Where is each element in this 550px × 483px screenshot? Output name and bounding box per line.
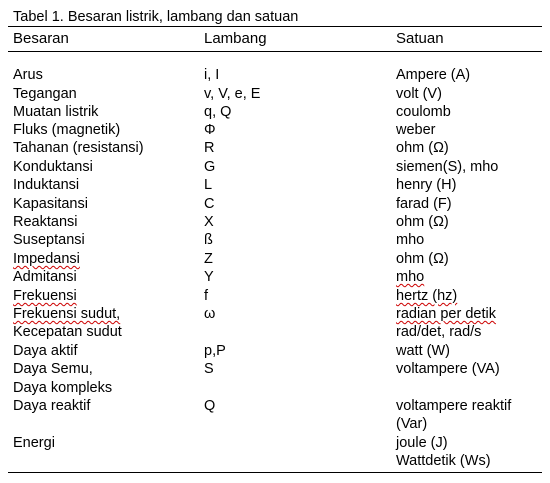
table-row	[0, 287, 550, 306]
cell-satuan: siemen(S), mho	[396, 159, 499, 175]
header-rule	[8, 51, 542, 52]
cell-satuan: Wattdetik (Ws)	[396, 453, 491, 469]
cell-besaran: Kapasitansi	[13, 196, 88, 212]
cell-satuan: coulomb	[396, 104, 451, 120]
cell-lambang: i, I	[204, 67, 220, 83]
cell-besaran: Tegangan	[13, 86, 77, 102]
table-row	[0, 103, 550, 122]
cell-lambang: Φ	[204, 122, 216, 138]
table-row	[0, 85, 550, 104]
cell-lambang: L	[204, 177, 213, 193]
table-row	[0, 452, 550, 471]
table-row	[0, 176, 550, 195]
cell-lambang: v, V, e, E	[204, 86, 261, 102]
cell-lambang: ß	[204, 232, 213, 248]
cell-satuan: mho	[396, 232, 425, 248]
cell-satuan: Ampere (A)	[396, 67, 471, 83]
cell-besaran: Muatan listrik	[13, 104, 99, 120]
cell-satuan: watt (W)	[396, 343, 450, 359]
cell-lambang: X	[204, 214, 214, 230]
cell-lambang: Q	[204, 398, 216, 414]
cell-lambang: p,P	[204, 343, 226, 359]
cell-lambang: Z	[204, 251, 213, 267]
cell-besaran: Tahanan (resistansi)	[13, 140, 144, 156]
table-row	[0, 139, 550, 158]
cell-satuan: hertz (hz)	[396, 288, 458, 304]
cell-besaran: Admitansi	[13, 269, 77, 285]
table-row	[0, 213, 550, 232]
cell-besaran: Suseptansi	[13, 232, 85, 248]
table-row	[0, 250, 550, 269]
table-row	[0, 397, 550, 416]
cell-satuan: volt (V)	[396, 86, 442, 102]
cell-satuan: farad (F)	[396, 196, 452, 212]
cell-lambang: f	[204, 288, 209, 304]
table-row	[0, 158, 550, 177]
cell-besaran: Impedansi	[13, 251, 80, 267]
cell-satuan: weber	[396, 122, 436, 138]
table-row	[0, 195, 550, 214]
cell-besaran: Daya Semu,	[13, 361, 93, 377]
cell-besaran: Frekuensi	[13, 288, 77, 304]
cell-satuan: voltampere reaktif	[396, 398, 512, 414]
table-row	[0, 434, 550, 453]
table-row	[0, 415, 550, 434]
table-row	[0, 323, 550, 342]
cell-lambang: C	[204, 196, 215, 212]
header-satuan: Satuan	[396, 30, 444, 47]
table-row	[0, 66, 550, 85]
header-lambang: Lambang	[204, 30, 267, 47]
cell-lambang: G	[204, 159, 216, 175]
header-besaran: Besaran	[13, 30, 69, 47]
cell-lambang: Y	[204, 269, 214, 285]
table-row	[0, 231, 550, 250]
cell-lambang: S	[204, 361, 214, 377]
cell-satuan: ohm (Ω)	[396, 140, 449, 156]
cell-satuan: radian per detik	[396, 306, 496, 322]
cell-besaran: Kecepatan sudut	[13, 324, 122, 340]
cell-satuan: mho	[396, 269, 425, 285]
cell-satuan: voltampere (VA)	[396, 361, 500, 377]
table-row	[0, 342, 550, 361]
cell-besaran: Induktansi	[13, 177, 80, 193]
cell-besaran: Konduktansi	[13, 159, 93, 175]
table-caption: Tabel 1. Besaran listrik, lambang dan satuan	[13, 9, 299, 25]
top-rule	[8, 26, 542, 27]
cell-satuan: joule (J)	[396, 435, 448, 451]
cell-lambang: ω	[204, 306, 216, 322]
cell-satuan: ohm (Ω)	[396, 214, 449, 230]
table-row	[0, 379, 550, 398]
cell-besaran: Daya aktif	[13, 343, 78, 359]
cell-lambang: q, Q	[204, 104, 232, 120]
cell-besaran: Fluks (magnetik)	[13, 122, 121, 138]
cell-besaran: Arus	[13, 67, 43, 83]
table-row	[0, 268, 550, 287]
bottom-rule	[8, 472, 542, 473]
table-row	[0, 121, 550, 140]
cell-besaran: Reaktansi	[13, 214, 78, 230]
cell-satuan: henry (H)	[396, 177, 457, 193]
cell-satuan: (Var)	[396, 416, 428, 432]
cell-besaran: Daya kompleks	[13, 380, 113, 396]
cell-besaran: Daya reaktif	[13, 398, 91, 414]
table-row	[0, 305, 550, 324]
cell-lambang: R	[204, 140, 215, 156]
cell-satuan: ohm (Ω)	[396, 251, 449, 267]
table-row	[0, 360, 550, 379]
cell-besaran: Frekuensi sudut,	[13, 306, 121, 322]
cell-besaran: Energi	[13, 435, 55, 451]
cell-satuan: rad/det, rad/s	[396, 324, 482, 340]
